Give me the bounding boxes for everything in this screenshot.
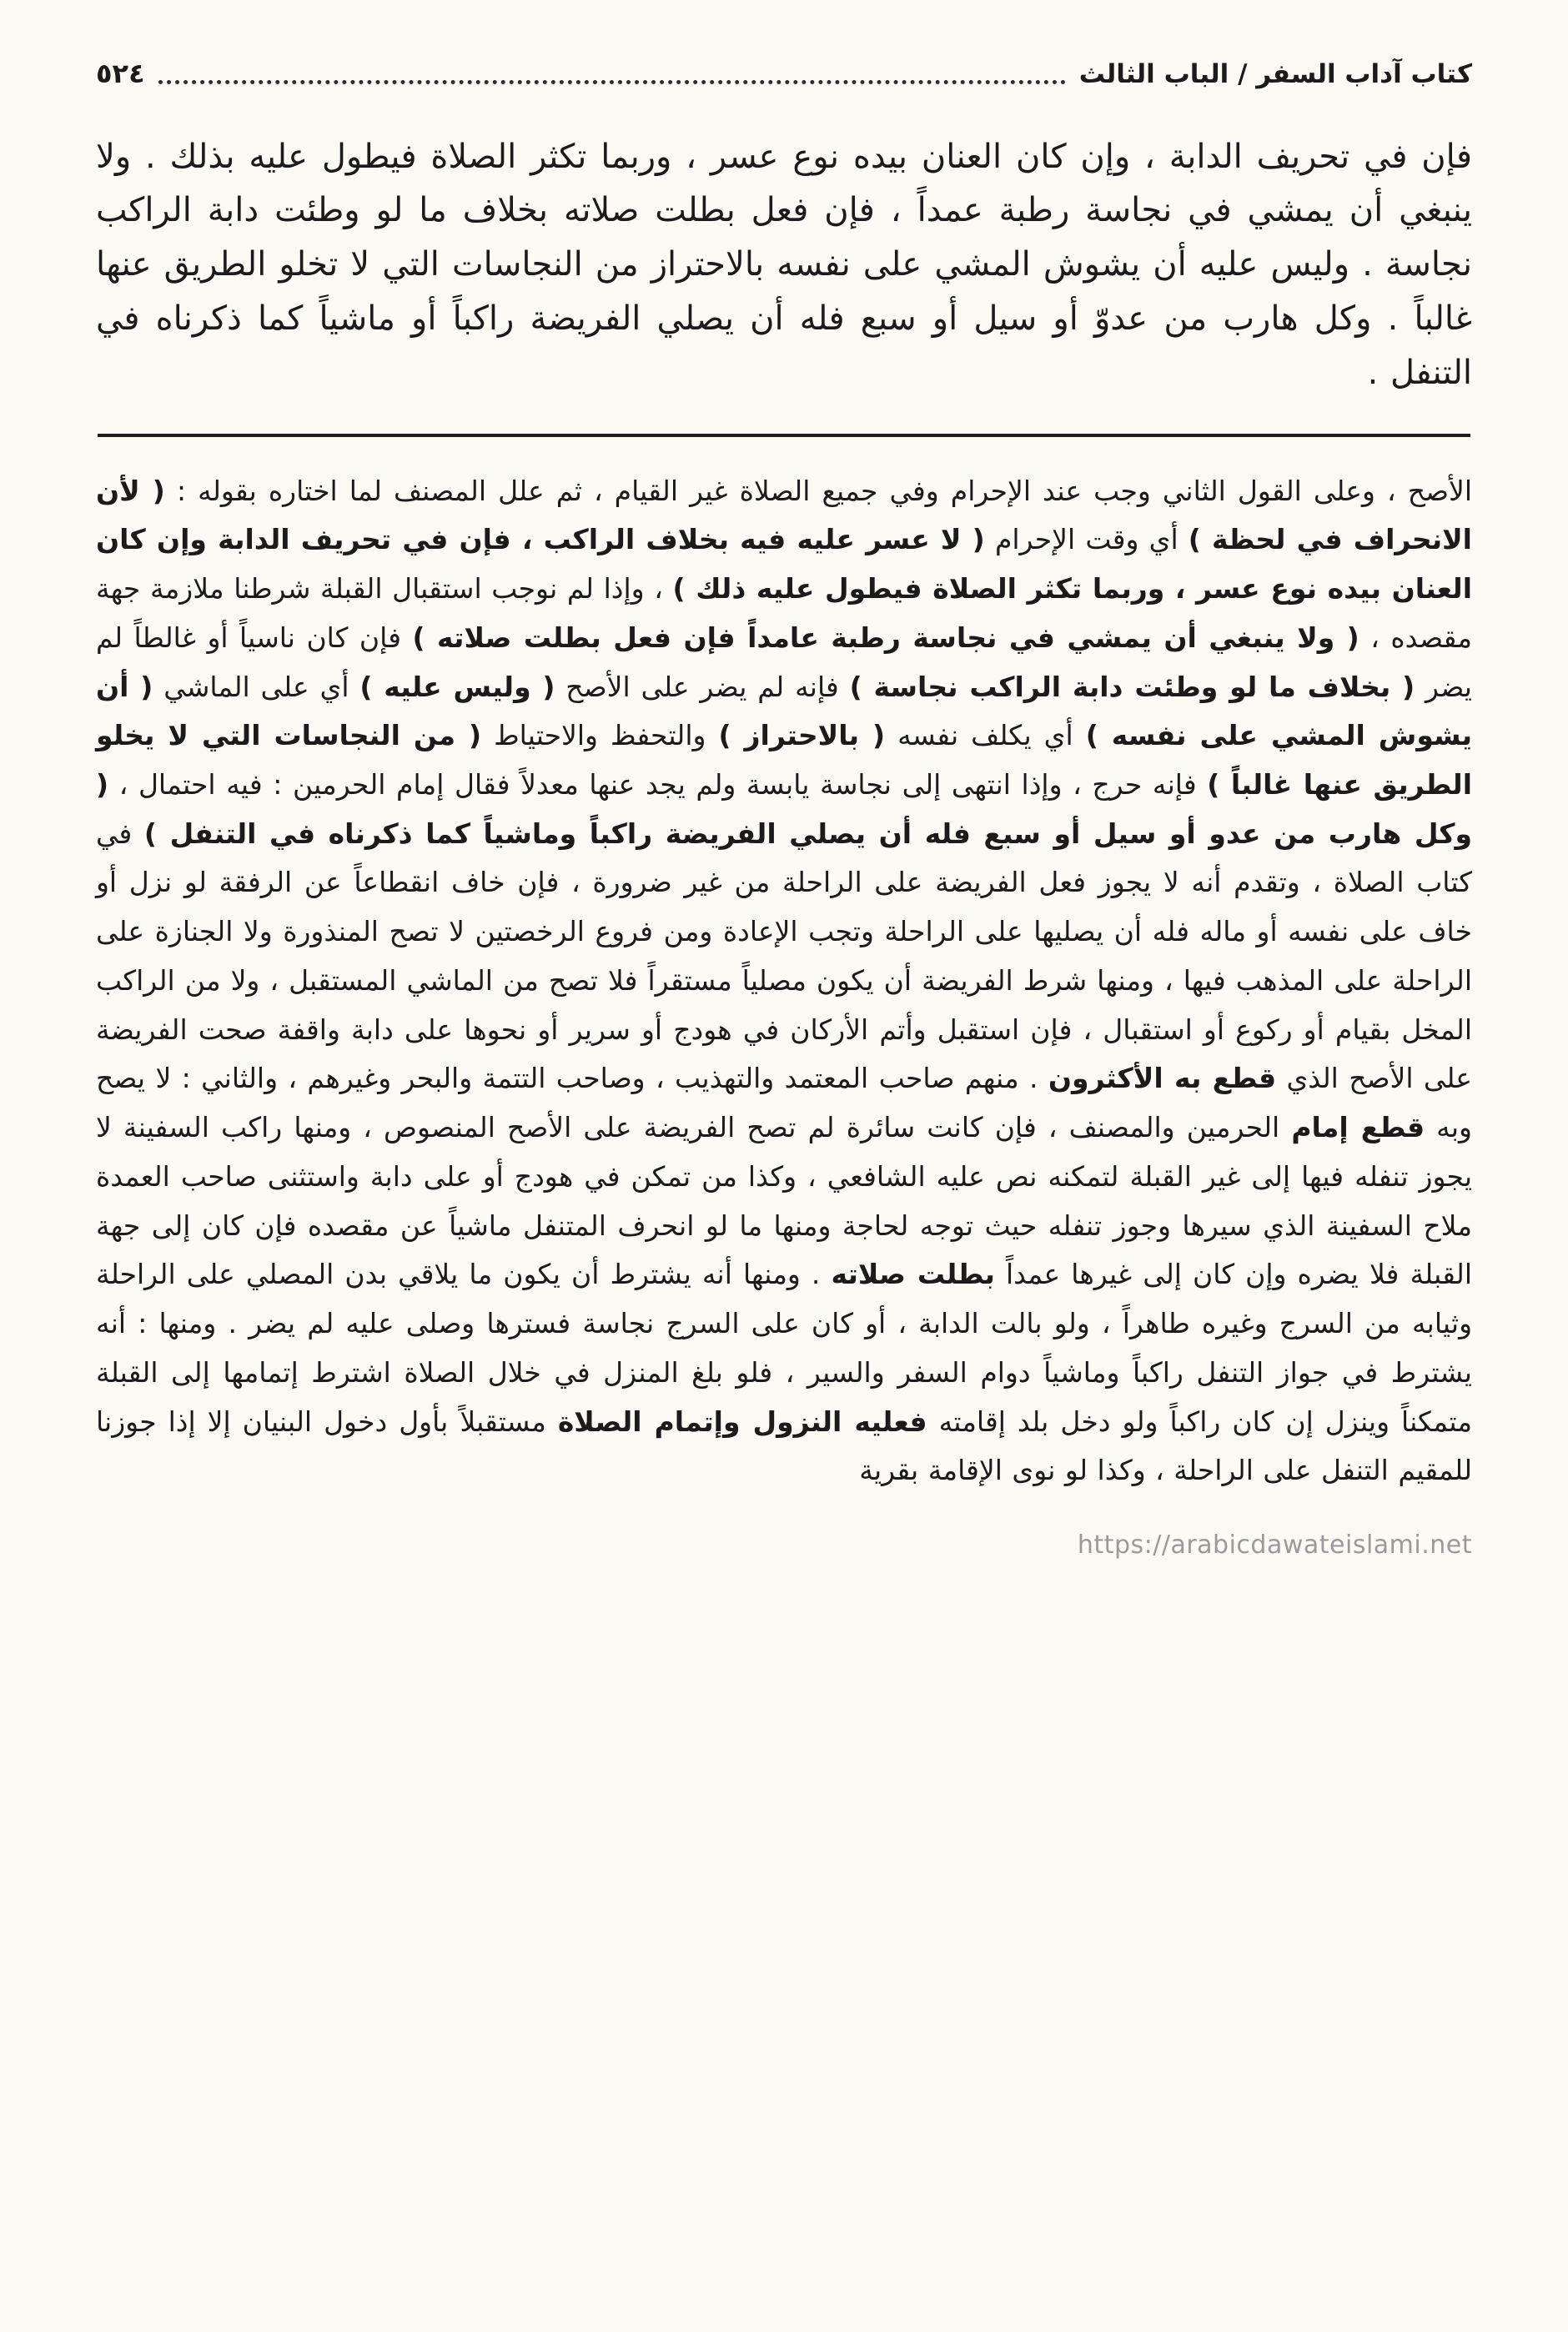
- quoted-matn-segment: ( ولا ينبغي أن يمشي في نجاسة رطبة عامداً فإن فعل بطلت صلاته ): [412, 621, 1359, 654]
- quoted-matn-segment: ( وليس عليه ): [359, 670, 555, 703]
- commentary-segment: . منهم صاحب المعتمد والتهذيب ، وصاحب التتمة والبحر وغيرهم ، والثاني : لا يصح وبه: [96, 1062, 1472, 1144]
- quoted-matn-segment: قطع به الأكثرون: [1048, 1062, 1277, 1095]
- commentary-segment: الأصح ، وعلى القول الثاني وجب عند الإحرام وفي جميع الصلاة غير القيام ، ثم علل المصنف لما اختاره بقوله :: [164, 474, 1473, 507]
- watermark-url: https://arabicdawateislami.net: [1077, 1530, 1472, 1560]
- commentary-segment: ، وإذا لم نوجب استقبال القبلة شرطنا ملازمة جهة مقصده ،: [96, 572, 1472, 654]
- commentary-segment: فإنه لم يضر على الأصح: [555, 670, 850, 703]
- quoted-matn-segment: ( لا عسر عليه فيه بخلاف الراكب ، فإن في تحريف الدابة وإن كان العنان بيده نوع عسر ، وربما تكثر الصلاة فيطول عليه ذلك ): [96, 523, 1472, 606]
- main-text-paragraph: فإن في تحريف الدابة ، وإن كان العنان بيده نوع عسر ، وربما تكثر الصلاة فيطول عليه بذلك . ولا ينبغي أن يمشي في نجاسة رطبة عمداً ، فإن فعل بطلت صلاته بخلاف ما لو وطئت دابة الراكب نجاسة . وليس عليه أن يشوش المشي على نفسه بالاحتراز من النجاسات التي لا تخلو الطريق عنها غالباً . وكل هارب من عدوّ أو سيل أو سبع فله أن يصلي الفريضة راكباً أو ماشياً كما ذكرناه في التنفل .: [96, 137, 1472, 392]
- section-divider: [98, 434, 1470, 437]
- quoted-matn-segment: ( بالاحتراز ): [718, 719, 886, 752]
- commentary-segment: في كتاب الصلاة ، وتقدم أنه لا يجوز فعل الفريضة على الراحلة من غير ضرورة ، فإن خاف انقطاعاً عن الرفقة لو نزل أو خاف على نفسه أو ماله فله أن يصليها على الراحلة وتجب الإعادة ومن فروع الرخصتين لا تصح المنذورة ولا الجنازة على الراحلة على المذهب فيها ، ومنها شرط الفريضة أن يكون مصلياً مستقراً فلا تصح من الماشي المستقبل ، ولا من الراكب المخل بقيام أو ركوع أو استقبال ، فإن استقبل وأتم الأركان في هودج أو سرير أو نحوها على دابة واقفة صحت الفريضة على الأصح الذي: [96, 817, 1473, 1095]
- commentary-paragraph: [96, 467, 1472, 1495]
- commentary-segment: والتحفظ والاحتياط: [481, 719, 719, 752]
- commentary-segment: الحرمين والمصنف ، فإن كانت سائرة لم تصح الفريضة على الأصح المنصوص ، ومنها راكب السفينة لا يجوز تنفله فيها إلى غير القبلة لتمكنه نص عليه الشافعي ، وكذا من تمكن في هودج أو على دابة واستثنى صاحب العمدة ملاح السفينة الذي سيرها وجوز تنفله حيث توجه لحاجة ومنها ما لو انحرف المتنفل ماشياً عن مقصده فإن كان إلى جهة القبلة فلا يضره وإن كان إلى غيرها عمداً: [96, 1111, 1472, 1291]
- quoted-matn-segment: فعليه النزول وإتمام الصلاة: [557, 1405, 927, 1438]
- page-header: [96, 57, 1472, 92]
- page-footer: [96, 1530, 1472, 1560]
- commentary-segment: مستقبلاً بأول دخول البنيان إلا إذا جوزنا للمقيم التنفل على الراحلة ، وكذا لو نوى الإقامة بقرية: [96, 1405, 1472, 1487]
- commentary-segment: أي وقت الإحرام: [984, 523, 1189, 556]
- quoted-matn-segment: ( لأن الانحراف في لحظة ): [96, 474, 1472, 556]
- commentary-segment: أي يكلف نفسه: [885, 719, 1086, 752]
- quoted-matn-segment: ( بخلاف ما لو وطئت دابة الراكب نجاسة ): [849, 670, 1415, 703]
- quoted-matn-segment: ( وكل هارب من عدو أو سيل أو سبع فله أن يصلي الفريضة راكباً وماشياً كما ذكرناه في التنفل ): [96, 767, 1473, 850]
- page-number: ٥٢٤: [96, 58, 145, 89]
- chapter-title: كتاب آداب السفر / الباب الثالث: [1078, 59, 1472, 90]
- commentary-segment: . ومنها أنه يشترط أن يكون ما يلاقي بدن المصلي على الراحلة وثيابه من السرج وغيره طاهراً ، ولو بالت الدابة ، أو كان على السرج نجاسة فسترها وصلى عليه لم يضر . ومنها : أنه يشترط في جواز التنفل راكباً وماشياً دوام السفر والسير ، فلو بلغ المنزل في خلال الصلاة اشترط إتمامها إلى القبلة متمكناً وينزل إن كان راكباً ولو دخل بلد إقامته: [96, 1258, 1472, 1438]
- commentary-segment: فإن كان ناسياً أو غالطاً لم يضر: [96, 621, 1472, 703]
- commentary-segment: فإنه حرج ، وإذا انتهى إلى نجاسة يابسة ولم يجد عنها معدلاً فقال إمام الحرمين : فيه احتمال ،: [108, 767, 1208, 801]
- quoted-matn-segment: ( أن يشوش المشي على نفسه ): [96, 670, 1472, 752]
- quoted-matn-segment: بطلت صلاته: [831, 1258, 995, 1291]
- quoted-matn-segment: قطع إمام: [1291, 1111, 1425, 1144]
- commentary-segment: أي على الماشي: [153, 670, 360, 703]
- quoted-matn-segment: ( من النجاسات التي لا يخلو الطريق عنها غالباً ): [96, 719, 1473, 801]
- dotted-leader: [158, 80, 1066, 84]
